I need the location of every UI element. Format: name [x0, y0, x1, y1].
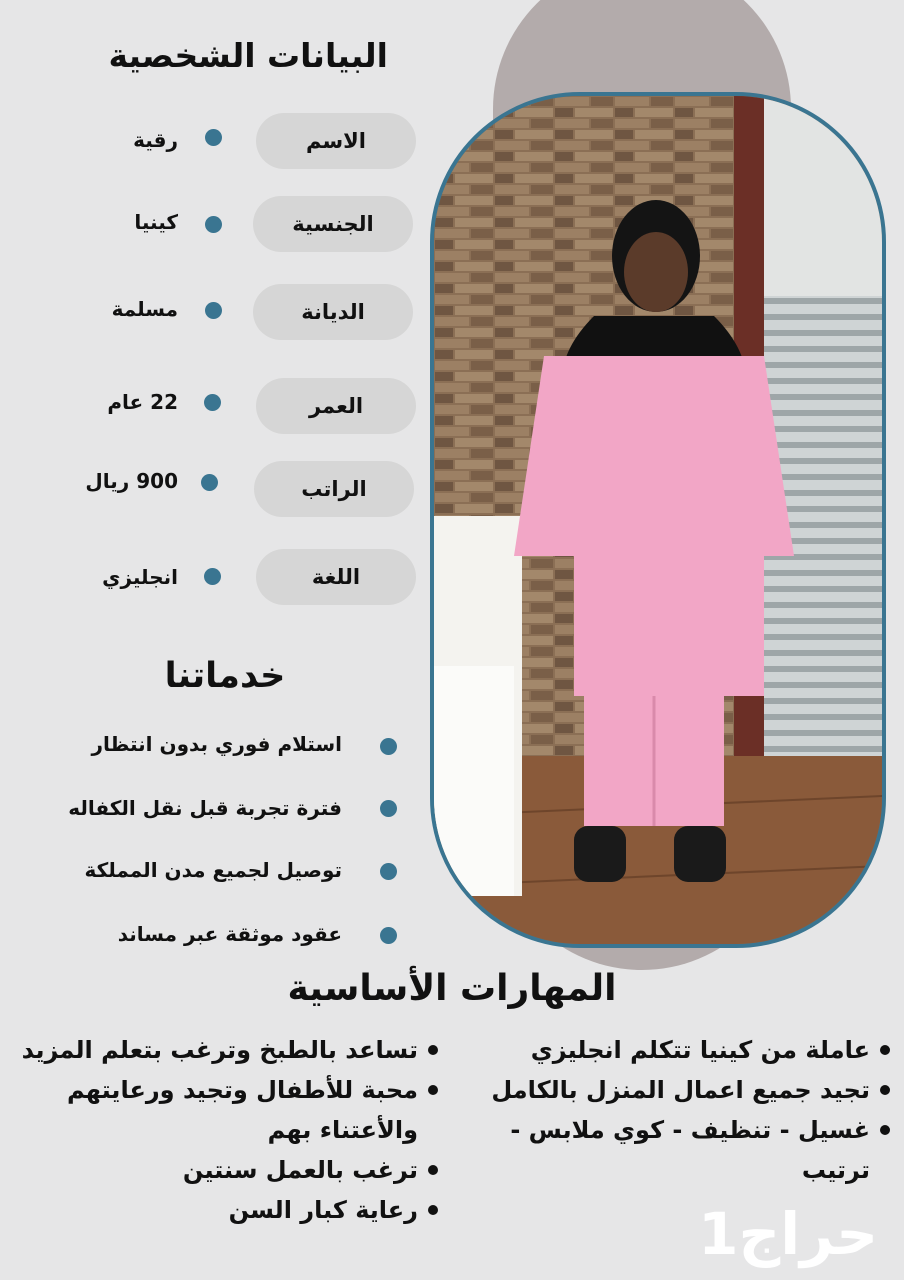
- bullet-dot: [380, 800, 397, 817]
- personal-data-heading: البيانات الشخصية: [108, 36, 388, 75]
- bullet-dot: [205, 302, 222, 319]
- value-religion: مسلمة: [111, 297, 178, 321]
- worker-photo: [430, 92, 886, 948]
- bullet-dot: [428, 1165, 438, 1175]
- value-nationality: كينيا: [134, 210, 178, 234]
- label-pill-nationality: الجنسية: [253, 196, 413, 252]
- bullet-dot: [205, 216, 222, 233]
- value-salary: 900 ريال: [85, 469, 178, 493]
- value-name: رقية: [133, 128, 178, 152]
- bullet-dot: [204, 394, 221, 411]
- label-pill-language: اللغة: [256, 549, 416, 605]
- skills-heading: المهارات الأساسية: [287, 968, 617, 1009]
- bullet-dot: [205, 129, 222, 146]
- services-heading: خدماتنا: [164, 656, 286, 696]
- service-item: استلام فوري بدون انتظار: [91, 732, 342, 756]
- service-item: عقود موثقة عبر مساند: [117, 922, 342, 946]
- service-item: فترة تجربة قبل نقل الكفاله: [68, 796, 342, 820]
- haraj-watermark: حراج1: [698, 1200, 878, 1268]
- value-language: انجليزي: [102, 565, 178, 589]
- skills-list-left: [0, 1030, 438, 1230]
- label-pill-salary: الراتب: [254, 461, 414, 517]
- value-age: 22 عام: [107, 390, 178, 414]
- bullet-dot: [428, 1205, 438, 1215]
- service-item: توصيل لجميع مدن المملكة: [84, 858, 342, 882]
- skill-item: تجيد جميع اعمال المنزل بالكامل: [460, 1070, 890, 1110]
- skill-item: رعاية كبار السن: [0, 1190, 438, 1230]
- label-pill-age: العمر: [256, 378, 416, 434]
- bullet-dot: [880, 1125, 890, 1135]
- bullet-dot: [204, 568, 221, 585]
- bullet-dot: [428, 1045, 438, 1055]
- bullet-dot: [880, 1085, 890, 1095]
- bullet-dot: [380, 863, 397, 880]
- skill-item: غسيل - تنظيف - كوي ملابس - ترتيب: [460, 1110, 890, 1190]
- bullet-dot: [380, 738, 397, 755]
- skill-item: تساعد بالطبخ وترغب بتعلم المزيد: [0, 1030, 438, 1070]
- label-pill-religion: الديانة: [253, 284, 413, 340]
- bullet-dot: [201, 474, 218, 491]
- skill-item: ترغب بالعمل سنتين: [0, 1150, 438, 1190]
- bullet-dot: [428, 1085, 438, 1095]
- worker-photo-illustration: [434, 96, 882, 944]
- bullet-dot: [380, 927, 397, 944]
- skill-item: عاملة من كينيا تتكلم انجليزي: [460, 1030, 890, 1070]
- label-pill-name: الاسم: [256, 113, 416, 169]
- skill-item: محبة للأطفال وتجيد ورعايتهم والأعتناء بهم: [0, 1070, 438, 1150]
- skills-list-right: [460, 1030, 890, 1190]
- bullet-dot: [880, 1045, 890, 1055]
